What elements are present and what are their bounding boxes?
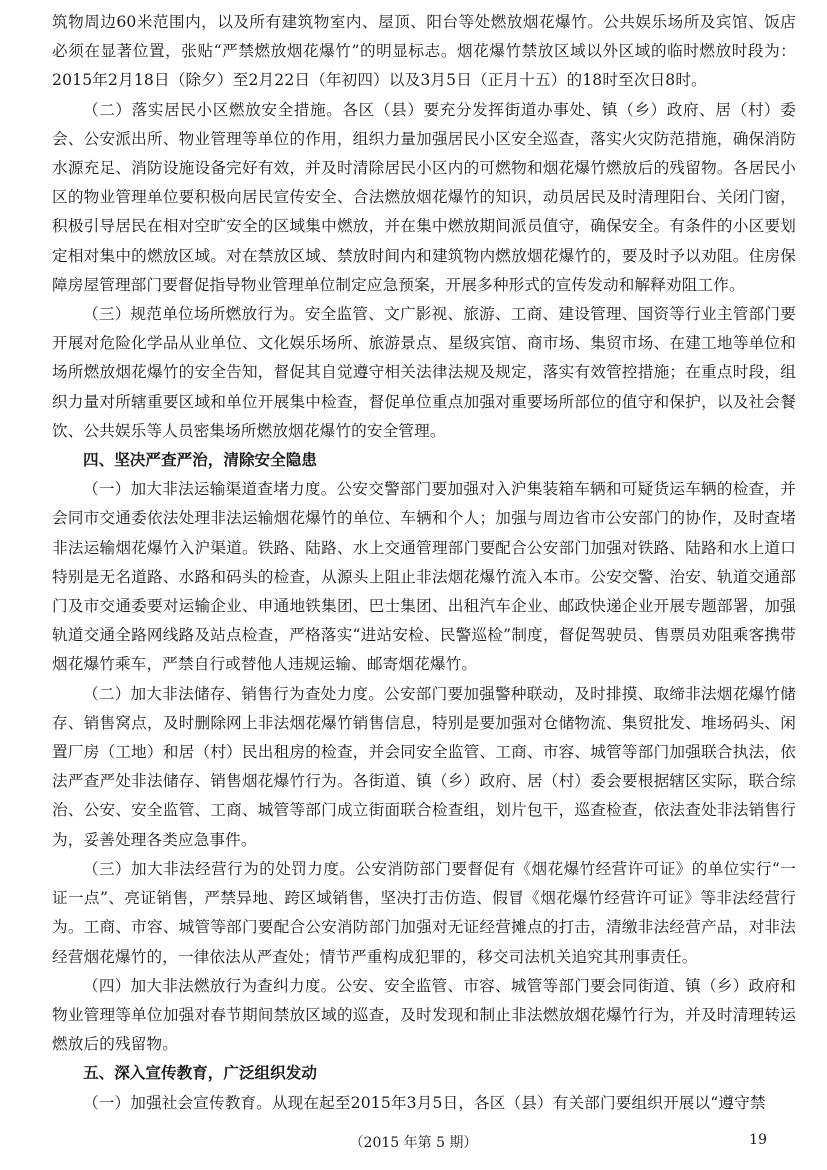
- paragraph-text: 公安交警部门要加强对入沪集装箱车辆和可疑货运车辆的检查，并会同市交通委依法处理非法运输烟花爆竹的单位、车辆和个人；加强与周边省市公安部门的协作，及时查堵非法运输烟花爆竹入沪渠道。铁路、陆路、水上交通管理部门要配合公安部门加强对铁路、陆路和水上道口特别是无名道路、水路和码头的检查，从源头上阻止非法烟花爆竹流入本市。公安交警、治安、轨道交通部门及市交通委要对运输企业、申通地铁集团、巴士集团、出租汽车企业、邮政快递企业开展专题部署，加强轨道交通全路网线路及站点检查，严格落实“进站安检、民警巡检”制度，督促驾驶员、售票员劝阻乘客携带烟花爆竹乘车，严禁自行或替他人违规运输、邮寄烟花爆竹。: [52, 480, 796, 674]
- issue-label: （2015 年第 5 期）: [349, 1135, 478, 1151]
- paragraph-lead: （一）加强社会宣传教育。: [83, 1093, 272, 1112]
- section-heading-5: 五、深入宣传教育，广泛组织发动: [83, 1064, 317, 1083]
- paragraph-illegal-firing: [52, 972, 796, 1060]
- document-body: [52, 8, 796, 1118]
- paragraph-residential-safety: [52, 96, 796, 300]
- paragraph-lead: （四）加大非法燃放行为查纠力度。: [83, 976, 337, 995]
- paragraph-transport-check: [52, 475, 796, 679]
- paragraph-continued: 筑物周边60米范围内，以及所有建筑物室内、屋顶、阳台等处燃放烟花爆竹。公共娱乐场所及宾馆、饭店必须在显著位置，张贴“严禁燃放烟花爆竹”的明显标志。烟花爆竹禁放区域以外区域的临时燃放时段为：2015年2月18日（除夕）至2月22日（年初四）以及3月5日（正月十五）的18时至次日8时。: [52, 13, 796, 90]
- paragraph-text: 安全监管、文广影视、旅游、工商、建设管理、国资等行业主管部门要开展对危险化学品从业单位、文化娱乐场所、旅游景点、星级宾馆、商市场、集贸市场、在建工地等单位和场所燃放烟花爆竹的安全告知，督促其自觉遵守相关法律法规及规定，落实有效管控措施；在重点时段，组织力量对所辖重要区域和单位开展集中检查，督促单位重点加强对重要场所部位的值守和保护，以及社会餐饮、公共娱乐等人员密集场所燃放烟花爆竹的安全管理。: [52, 305, 796, 440]
- paragraph-lead: （二）落实居民小区燃放安全措施。: [83, 100, 343, 119]
- paragraph-storage-sales: [52, 680, 796, 855]
- paragraph-text: 公安部门要加强警种联动，及时排摸、取缔非法烟花爆竹储存、销售窝点，及时删除网上非法烟花爆竹销售信息，特别是要加强对仓储物流、集贸批发、堆场码头、闲置厂房（工地）和居（村）民出租房的检查，并会同安全监管、工商、市容、城管等部门加强联合执法，依法严查严处非法储存、销售烟花爆竹行为。各街道、镇（乡）政府、居（村）委会要根据辖区实际，联合综治、公安、安全监管、工商、城管等部门成立街面联合检查组，划片包干，巡查检查，依法查处非法销售行为，妥善处理各类应急事件。: [52, 684, 796, 849]
- paragraph-lead: （二）加大非法储存、销售行为查处力度。: [83, 684, 385, 703]
- paragraph-lead: （一）加大非法运输渠道查堵力度。: [83, 480, 337, 499]
- paragraph-unit-venues: [52, 300, 796, 446]
- paragraph-lead: （三）规范单位场所燃放行为。: [83, 305, 305, 324]
- page-footer: [0, 1128, 827, 1152]
- paragraph-lead: （三）加大非法经营行为的处罚力度。: [83, 859, 356, 878]
- paragraph-text: 各区（县）要充分发挥街道办事处、镇（乡）政府、居（村）委会、公安派出所、物业管理等单位的作用，组织力量加强居民小区安全巡查，落实火灾防范措施，确保消防水源充足、消防设施设备完好有效，并及时清除居民小区内的可燃物和烟花爆竹燃放后的残留物。各居民小区的物业管理单位要积极向居民宣传安全、合法燃放烟花爆竹的知识，动员居民及时清理阳台、关闭门窗，积极引导居民在相对空旷安全的区域集中燃放，并在集中燃放期间派员值守，确保安全。有条件的小区要划定相对集中的燃放区域。对在禁放区域、禁放时间内和建筑物内燃放烟花爆竹的，要及时予以劝阻。住房保障房屋管理部门要督促指导物业管理单位制定应急预案，开展多种形式的宣传发动和解释劝阻工作。: [52, 100, 797, 294]
- paragraph-illegal-business: [52, 855, 796, 972]
- section-heading-4: 四、坚决严查严治，清除安全隐患: [83, 451, 317, 470]
- paragraph-text: 从现在起至2015年3月5日，各区（县）有关部门要组织开展以“遵守禁: [271, 1093, 766, 1112]
- page-number: 19: [749, 1132, 767, 1148]
- paragraph-public-education: [52, 1089, 796, 1118]
- paragraph-text: 公安消防部门要督促有《烟花爆竹经营许可证》的单位实行“一证一点”、亮证销售，严禁异地、跨区域销售，坚决打击仿造、假冒《烟花爆竹经营许可证》等非法经营行为。工商、市容、城管等部门要配合公安消防部门加强对无证经营摊点的打击，清缴非法经营产品，对非法经营烟花爆竹的，一律依法从严查处；情节严重构成犯罪的，移交司法机关追究其刑事责任。: [52, 859, 796, 966]
- paragraph-text: 公安、安全监管、市容、城管等部门要会同街道、镇（乡）政府和物业管理等单位加强对春节期间禁放区域的巡查，及时发现和制止非法燃放烟花爆竹行为，并及时清理转运燃放后的残留物。: [52, 976, 796, 1054]
